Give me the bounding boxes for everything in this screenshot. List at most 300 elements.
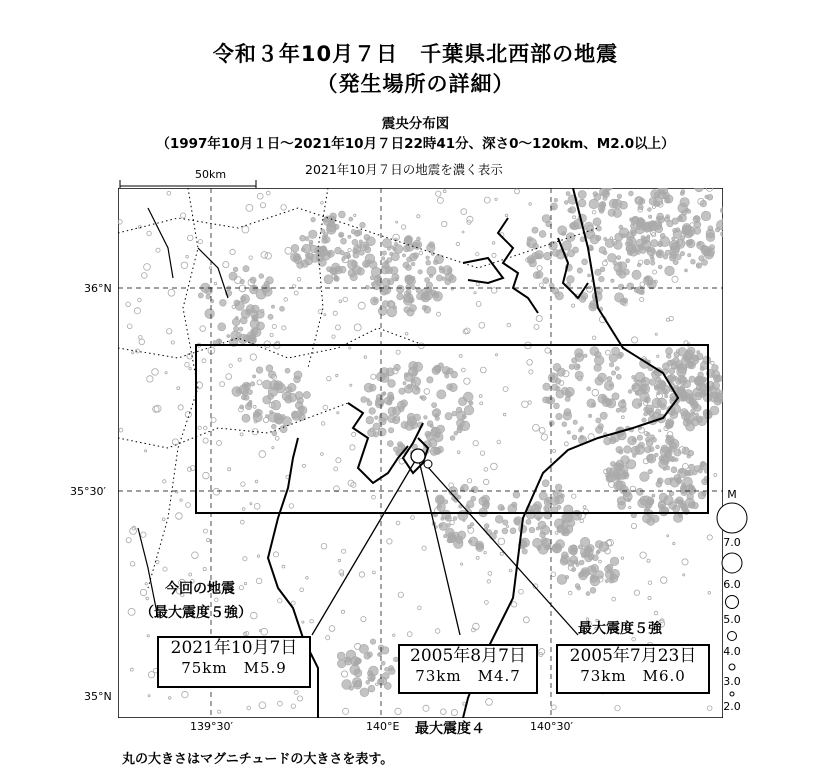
seismicity-dot: [619, 450, 623, 454]
seismicity-dot: [660, 233, 665, 238]
seismicity-dot: [589, 247, 593, 251]
legend-label-7: 7.0: [723, 536, 741, 549]
scale-bar-ticks: [118, 178, 258, 190]
seismicity-dot: [610, 461, 615, 466]
seismicity-dot: [640, 290, 645, 295]
seismicity-dot: [271, 305, 274, 308]
seismicity-dot: [617, 194, 622, 199]
seismicity-dot: [648, 215, 651, 218]
seismicity-dot: [458, 397, 466, 405]
seismicity-dot: [657, 478, 663, 484]
seismicity-dot: [426, 256, 430, 260]
seismicity-dot: [462, 415, 466, 419]
seismicity-dot: [570, 556, 578, 564]
seismicity-dot: [681, 487, 687, 493]
seismicity-dot: [604, 237, 607, 240]
seismicity-dot: [249, 285, 258, 294]
seismicity-dot: [712, 365, 719, 372]
seismicity-dot: [543, 278, 549, 284]
seismicity-dot: [618, 400, 626, 408]
seismicity-dot: [654, 385, 657, 388]
seismicity-dot: [651, 190, 659, 198]
seismicity-dot: [569, 364, 574, 369]
current-epicenter-marker: [411, 449, 425, 463]
seismicity-dot: [701, 211, 711, 221]
event-1-date: 2005年8月7日: [410, 646, 526, 666]
seismicity-dot: [259, 274, 264, 279]
seismicity-dot: [352, 239, 358, 245]
seismicity-dot: [514, 518, 520, 524]
legend-label-3: 3.0: [723, 675, 741, 688]
seismicity-dot: [546, 397, 553, 404]
seismicity-dot: [467, 501, 474, 508]
seismicity-dot: [233, 267, 238, 272]
seismicity-dot: [369, 261, 377, 269]
seismicity-dot: [683, 477, 693, 487]
seismicity-dot: [398, 406, 404, 412]
seismicity-dot: [607, 188, 611, 190]
seismicity-dot: [687, 359, 690, 362]
event-1-box: [398, 644, 538, 694]
seismicity-dot: [648, 469, 653, 474]
seismicity-dot: [652, 398, 662, 408]
seismicity-dot: [240, 317, 247, 324]
seismicity-dot: [599, 276, 605, 282]
event-2-depth-mag: 73km M6.0: [580, 667, 686, 685]
seismicity-dot: [543, 383, 550, 390]
seismicity-dot: [433, 409, 441, 417]
seismicity-dot: [632, 399, 642, 409]
seismicity-dot: [366, 285, 370, 289]
seismicity-dot: [632, 270, 641, 279]
seismicity-dot: [300, 235, 306, 241]
seismicity-dot: [687, 394, 693, 400]
seismicity-dot: [580, 435, 584, 439]
seismicity-dot: [565, 575, 569, 579]
seismicity-dot: [549, 421, 554, 426]
seismicity-dot: [609, 199, 618, 208]
seismicity-dot: [520, 538, 529, 547]
seismicity-dot: [393, 447, 398, 452]
seismicity-dot: [369, 408, 376, 415]
seismicity-dot: [366, 416, 374, 424]
seismicity-dot: [513, 491, 520, 498]
seismicity-dot: [652, 494, 655, 497]
seismicity-dot: [451, 371, 458, 378]
seismicity-dot: [694, 405, 701, 412]
seismicity-dot: [542, 538, 551, 547]
seismicity-dot: [710, 406, 719, 415]
seismicity-dot: [663, 255, 668, 260]
seismicity-dot: [442, 510, 451, 519]
seismicity-dot: [366, 680, 370, 684]
legend-circle-5: [726, 596, 739, 609]
seismicity-dot: [218, 339, 221, 342]
seismicity-dot: [614, 264, 623, 273]
seismicity-dot: [624, 472, 628, 476]
seismicity-dot: [704, 250, 713, 259]
seismicity-dot: [598, 394, 607, 403]
seismicity-dot: [449, 383, 457, 391]
seismicity-dot: [555, 490, 558, 493]
seismicity-dot: [664, 452, 671, 459]
seismicity-dot: [445, 371, 449, 375]
seismicity-dot: [702, 491, 707, 496]
seismicity-dot: [691, 259, 696, 264]
seismicity-dot: [370, 639, 375, 644]
seismicity-dot: [689, 464, 695, 470]
past-epicenter-marker: [424, 460, 432, 468]
seismicity-dot: [498, 504, 504, 510]
seismicity-dot: [681, 190, 685, 194]
seismicity-dot: [596, 418, 601, 423]
seismicity-dot: [671, 363, 677, 369]
seismicity-dot: [651, 240, 658, 247]
seismicity-dot: [353, 252, 359, 258]
seismicity-dot: [327, 267, 332, 272]
seismicity-dot: [268, 412, 278, 422]
seismicity-dot: [367, 401, 372, 406]
current-quake-intensity: （最大震度５強）: [140, 605, 252, 621]
seismicity-dot: [268, 314, 273, 319]
seismicity-dot: [554, 403, 560, 409]
seismicity-dot: [662, 363, 669, 370]
seismicity-dot: [450, 436, 455, 441]
lat-label-35: 35°N: [84, 690, 112, 703]
seismicity-dot: [637, 435, 642, 440]
seismicity-dot: [607, 376, 612, 381]
seismicity-dot: [310, 245, 317, 252]
seismicity-dot: [615, 293, 624, 302]
seismicity-dot: [522, 549, 527, 554]
seismicity-dot: [693, 216, 700, 223]
seismicity-dot: [603, 251, 607, 255]
legend-label-5: 5.0: [723, 613, 741, 626]
seismicity-dot: [382, 251, 386, 255]
seismicity-dot: [425, 431, 431, 437]
seismicity-dot: [608, 253, 617, 262]
seismicity-dot: [677, 388, 686, 397]
seismicity-dot: [578, 199, 586, 207]
seismicity-dot: [364, 653, 371, 660]
seismicity-dot: [234, 300, 240, 306]
seismicity-dot: [680, 251, 684, 255]
seismicity-dot: [573, 420, 577, 424]
seismicity-dot: [401, 421, 408, 428]
seismicity-dot: [369, 676, 374, 681]
seismicity-dot: [280, 425, 287, 432]
seismicity-dot: [695, 376, 704, 385]
seismicity-dot: [243, 266, 249, 272]
seismicity-dot: [685, 356, 689, 360]
seismicity-dot: [406, 265, 412, 271]
seismicity-dot: [675, 458, 679, 462]
seismicity-dot: [381, 392, 385, 396]
seismicity-dot: [661, 382, 665, 386]
seismicity-dot: [404, 385, 412, 393]
seismicity-dot: [430, 424, 433, 427]
seismicity-dot: [544, 505, 551, 512]
seismicity-dot: [575, 349, 584, 358]
current-quake-depth-mag: 75km M5.9: [181, 659, 287, 677]
seismicity-dot: [417, 293, 423, 299]
seismicity-dot: [636, 488, 643, 495]
seismicity-dot: [627, 283, 634, 290]
seismicity-dot: [632, 245, 640, 253]
seismicity-dot: [616, 374, 621, 379]
seismicity-dot: [576, 563, 579, 566]
seismicity-dot: [671, 442, 677, 448]
seismicity-dot: [611, 371, 615, 375]
seismicity-dot: [388, 668, 395, 675]
seismicity-dot: [274, 381, 283, 390]
seismicity-dot: [339, 232, 344, 237]
seismicity-dot: [526, 519, 531, 524]
seismicity-dot: [229, 272, 237, 280]
seismicity-dot: [476, 544, 484, 552]
seismicity-dot: [569, 207, 576, 214]
seismicity-dot: [580, 537, 590, 547]
seismicity-dot: [600, 267, 605, 272]
seismicity-dot: [337, 652, 345, 660]
seismicity-dot: [439, 524, 443, 528]
seismicity-dot: [535, 250, 544, 259]
seismicity-dot: [696, 416, 703, 423]
seismicity-dot: [616, 408, 620, 412]
seismicity-dot: [665, 395, 668, 398]
seismicity-dot: [422, 305, 427, 310]
seismicity-dot: [205, 309, 215, 319]
seismicity-dot: [460, 487, 464, 491]
seismicity-dot: [652, 515, 659, 522]
seismicity-dot: [388, 428, 393, 433]
seismicity-dot: [700, 462, 708, 470]
seismicity-dot: [629, 191, 634, 196]
seismicity-dot: [600, 412, 607, 419]
seismicity-dot: [280, 306, 285, 311]
current-quake-label: 今回の地震: [165, 581, 235, 597]
event-1-intensity: 最大震度４: [415, 721, 485, 737]
event-2-date: 2005年7月23日: [569, 646, 697, 666]
seismicity-dot: [584, 354, 587, 357]
seismicity-dot: [378, 428, 386, 436]
seismicity-dot: [587, 566, 596, 575]
seismicity-dot: [594, 364, 601, 371]
seismicity-dot: [676, 228, 680, 232]
seismicity-dot: [434, 365, 442, 373]
seismicity-dot: [388, 392, 394, 398]
seismicity-dot: [324, 233, 328, 237]
seismicity-dot: [685, 269, 688, 272]
seismicity-dot: [384, 682, 391, 689]
seismicity-dot: [408, 367, 418, 377]
seismicity-dot: [572, 247, 578, 253]
seismicity-dot: [309, 230, 317, 238]
seismicity-dot: [242, 414, 250, 422]
seismicity-dot: [388, 407, 396, 415]
seismicity-dot: [594, 194, 601, 201]
seismicity-dot: [382, 301, 389, 308]
lon-label-140: 140°E: [366, 720, 400, 733]
seismicity-dot: [426, 260, 431, 265]
seismicity-dot: [624, 446, 632, 454]
seismicity-dot: [257, 322, 265, 330]
seismicity-dot: [688, 487, 696, 495]
seismicity-dot: [297, 261, 304, 268]
event-2-box: [556, 644, 710, 694]
seismicity-dot: [642, 418, 646, 422]
seismicity-dot: [588, 274, 591, 277]
seismicity-dot: [689, 376, 695, 382]
seismicity-dot: [218, 323, 226, 331]
seismicity-dot: [669, 255, 676, 262]
seismicity-dot: [578, 190, 586, 198]
seismicity-dot: [359, 240, 362, 243]
seismicity-dot: [570, 548, 577, 555]
seismicity-dot: [590, 587, 596, 593]
seismicity-dot: [361, 397, 367, 403]
seismicity-dot: [715, 227, 720, 232]
seismicity-dot: [672, 237, 675, 240]
seismicity-dot: [379, 418, 386, 425]
seismicity-dot: [246, 383, 249, 386]
current-quake-date: 2021年10月7日: [170, 638, 298, 658]
seismicity-dot: [470, 523, 474, 527]
seismicity-dot: [447, 268, 452, 273]
seismicity-dot: [552, 384, 559, 391]
seismicity-dot: [647, 235, 650, 238]
seismicity-dot: [271, 424, 276, 429]
seismicity-dot: [295, 392, 303, 400]
seismicity-dot: [572, 358, 578, 364]
seismicity-dot: [699, 256, 704, 261]
scale-label: 50km: [195, 168, 227, 181]
seismicity-dot: [649, 379, 656, 386]
seismicity-dot: [360, 222, 366, 228]
seismicity-dot: [656, 445, 660, 449]
seismicity-dot: [609, 578, 614, 583]
seismicity-dot: [555, 495, 564, 504]
seismicity-dot: [716, 388, 720, 392]
lon-label-140-30: 140°30′: [530, 720, 573, 733]
seismicity-dot: [453, 517, 457, 521]
seismicity-dot: [344, 658, 352, 666]
seismicity-dot: [722, 219, 723, 222]
seismicity-dot: [385, 667, 389, 671]
seismicity-dot: [468, 540, 472, 544]
seismicity-dot: [572, 435, 577, 440]
seismicity-dot: [250, 382, 254, 386]
seismicity-dot: [692, 412, 695, 415]
seismicity-dot: [404, 373, 408, 377]
seismicity-dot: [605, 191, 609, 195]
seismicity-dot: [640, 472, 650, 482]
seismicity-dot: [666, 354, 671, 359]
seismicity-dot: [655, 409, 660, 414]
seismicity-dot: [561, 555, 570, 564]
seismicity-dot: [397, 293, 404, 300]
seismicity-dot: [591, 403, 595, 407]
seismicity-dot: [666, 215, 670, 219]
seismicity-dot: [387, 247, 390, 250]
seismicity-dot: [360, 688, 369, 697]
seismicity-dot: [471, 496, 476, 501]
lon-label-139-30: 139°30′: [190, 720, 233, 733]
seismicity-dot: [282, 417, 291, 426]
seismicity-dot: [617, 256, 621, 260]
seismicity-dot: [303, 391, 310, 398]
seismicity-dot: [623, 492, 632, 501]
seismicity-dot: [683, 365, 687, 369]
seismicity-dot: [709, 245, 714, 250]
seismicity-dot: [593, 218, 601, 226]
legend-circle-7: [717, 503, 747, 533]
legend-circle-6: [722, 553, 742, 573]
seismicity-dot: [640, 384, 650, 394]
seismicity-dot: [565, 396, 570, 401]
highlight-note: 2021年10月７日の地震を濃く表示: [305, 162, 503, 177]
seismicity-dot: [628, 390, 632, 394]
seismicity-dot: [410, 253, 418, 261]
seismicity-dot: [529, 527, 535, 533]
seismicity-dot: [717, 396, 722, 401]
seismicity-dot: [695, 413, 698, 416]
seismicity-dot: [349, 217, 353, 221]
seismicity-dot: [632, 438, 636, 442]
seismicity-dot: [424, 416, 428, 420]
seismicity-dot: [379, 652, 382, 655]
seismicity-dot: [425, 278, 430, 283]
seismicity-dot: [291, 244, 299, 252]
seismicity-dot: [449, 275, 456, 282]
seismicity-dot: [457, 427, 462, 432]
seismicity-dot: [673, 357, 679, 363]
seismicity-dot: [434, 432, 444, 442]
seismicity-dot: [249, 338, 255, 344]
seismicity-dot: [198, 293, 203, 298]
lat-label-35-30: 35°30′: [70, 485, 106, 498]
seismicity-dot: [429, 274, 432, 277]
seismicity-dot: [648, 208, 652, 212]
seismicity-dot: [553, 363, 561, 371]
seismicity-dot: [721, 231, 724, 236]
seismicity-dot: [562, 232, 566, 236]
seismicity-dot: [689, 362, 694, 367]
seismicity-dot: [590, 576, 600, 586]
seismicity-dot: [537, 517, 541, 521]
seismicity-dot: [539, 231, 546, 238]
seismicity-dot: [540, 532, 546, 538]
seismicity-dot: [266, 365, 273, 372]
seismicity-dot: [356, 230, 362, 236]
seismicity-dot: [665, 266, 675, 276]
seismicity-dot: [323, 216, 333, 226]
seismicity-dot: [350, 273, 357, 280]
seismicity-dot: [658, 265, 662, 269]
seismicity-dot: [285, 368, 290, 373]
seismicity-dot: [586, 592, 590, 596]
seismicity-dot: [688, 502, 695, 509]
seismicity-dot: [707, 194, 713, 200]
seismicity-dot: [272, 431, 277, 436]
page-title: 令和３年10月７日 千葉県北西部の地震: [212, 42, 619, 66]
seismicity-dot: [341, 238, 347, 244]
seismicity-dot: [426, 282, 432, 288]
seismicity-dot: [342, 680, 352, 690]
seismicity-dot: [368, 685, 375, 692]
seismicity-dot: [402, 254, 405, 257]
seismicity-dot: [294, 371, 302, 379]
